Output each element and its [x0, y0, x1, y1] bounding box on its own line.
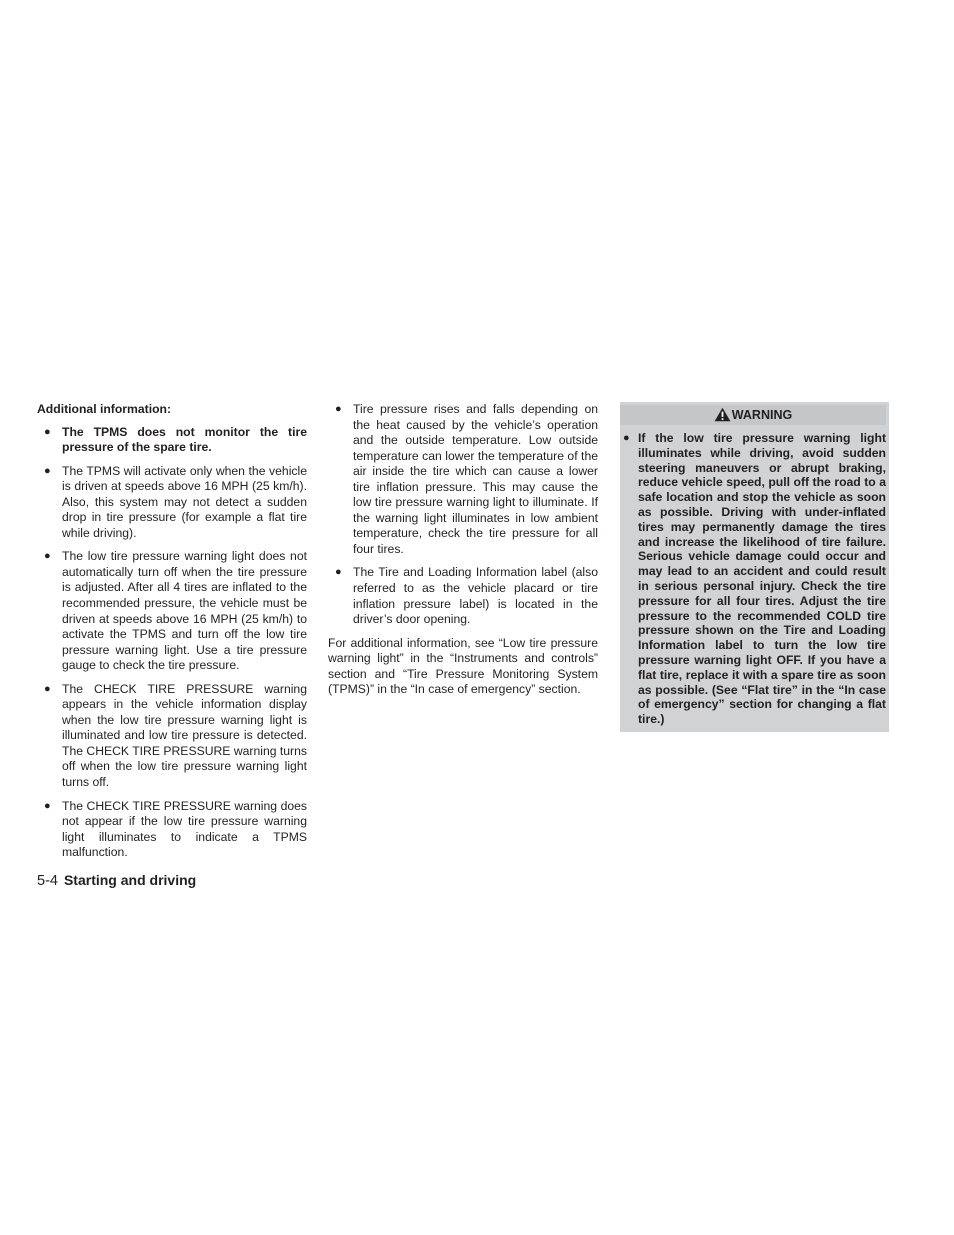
bullet-dot-icon: ●	[335, 566, 342, 579]
warning-list	[620, 431, 886, 727]
section-name: Starting and driving	[63, 872, 197, 888]
page-number: 5-4	[37, 873, 58, 889]
additional-information-heading: Additional information:	[37, 402, 172, 416]
middle-column	[328, 402, 598, 698]
bullet-dot-icon: ●	[335, 403, 342, 415]
list-item: ● The Tire and Loading Information label (also referred to as the vehicle placard or tire inflation pressure label) is located in the driver’s door opening.	[335, 565, 598, 627]
page-footer	[37, 872, 196, 889]
bullet-dot-icon: ●	[623, 432, 630, 444]
warning-triangle-icon	[714, 407, 731, 422]
bullet-dot-icon: ●	[44, 464, 51, 477]
warning-label: WARNING	[731, 408, 793, 422]
list-item: ● The TPMS will activate only when the vehicle is driven at speeds above 16 MPH (25 km/h). Also, this system may not detect a sudden drop in tire pressure (for example a flat tire while driving).	[44, 463, 307, 540]
list-item: ● If the low tire pressure warning light illuminates while driving, avoid sudden steering maneuvers or abrupt braking, reduce vehicle speed, pull off the road to a safe location and stop the vehicle as soon as possible. Driving with under-inflated tires may permanently damage the tires and increase the likelihood of tire failure. Serious vehicle damage could occur and may lead to an accident and could result in serious personal injury. Check the tire pressure for all four tires. Adjust the tire pressure to the recommended COLD tire pressure shown on the Tire and Loading Information label to turn the low tire pressure warning light OFF. If you have a flat tire, replace it with a spare tire as soon as possible. (See “Flat tire” in the “In case of emergency” section for changing a flat tire.)	[623, 431, 886, 727]
list-item: ● The CHECK TIRE PRESSURE warning does not appear if the low tire pressure warning light illuminates to indicate a TPMS malfunction.	[44, 798, 307, 860]
additional-info-paragraph: For additional information, see “Low tire pressure warning light” in the “Instruments and controls” section and “Tire Pressure Monitoring System (TPMS)” in the “In case of emergency” section.	[328, 635, 598, 697]
bullet-dot-icon: ●	[44, 682, 51, 695]
left-column	[37, 402, 307, 869]
warning-title	[620, 405, 886, 425]
list-item: ● The CHECK TIRE PRESSURE warning appears in the vehicle information display when the low tire pressure warning light is illuminated and low tire pressure is detected. The CHECK TIRE PRESSURE warning turns off when the low tire pressure warning light turns off.	[44, 681, 307, 790]
warning-box	[620, 402, 889, 732]
list-item: ● The low tire pressure warning light does not automatically turn off when the tire pressure is adjusted. After all 4 tires are inflated to the recommended pressure, the vehicle must be driven at speeds above 16 MPH (25 km/h) to activate the TPMS and turn off the low tire pressure warning light. Use a tire pressure gauge to check the tire pressure.	[44, 549, 307, 673]
additional-information-list	[37, 425, 307, 861]
list-item: ● The TPMS does not monitor the tire pressure of the spare tire.	[44, 424, 307, 455]
tire-pressure-notes-list	[328, 402, 598, 628]
bullet-dot-icon: ●	[44, 799, 51, 812]
bullet-dot-icon: ●	[44, 425, 51, 438]
bullet-dot-icon: ●	[44, 550, 51, 563]
right-column	[620, 402, 889, 732]
list-item: ● Tire pressure rises and falls depending on the heat caused by the vehicle’s operation and the outside temperature. Low outside temperature can lower the temperature of the air inside the tire which can cause a lower tire inflation pressure. This may cause the low tire pressure warning light to illuminate. If the warning light illuminates in low ambient temperature, check the tire pressure for all four tires.	[335, 402, 598, 556]
